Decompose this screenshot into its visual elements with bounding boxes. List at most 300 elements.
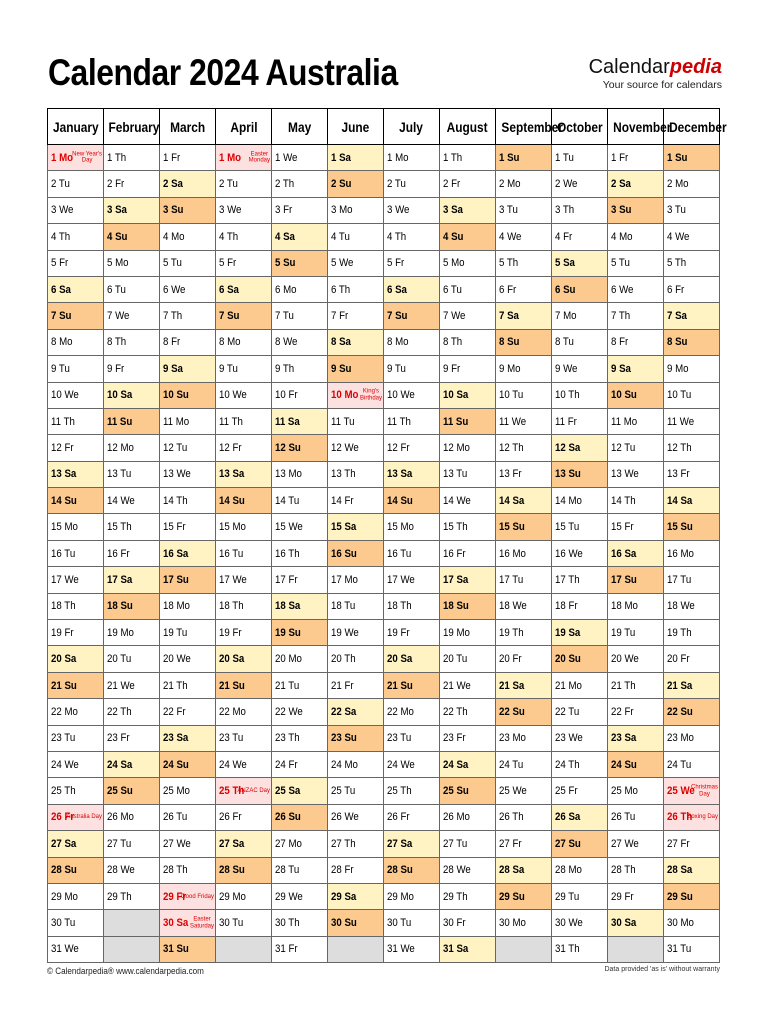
month-name: June <box>341 118 370 135</box>
day-cell <box>216 751 272 777</box>
day-label: 17 We <box>51 573 79 586</box>
day-cell <box>328 382 384 408</box>
day-cell <box>104 804 160 830</box>
day-label: 6 Su <box>555 283 576 296</box>
day-label: 24 Sa <box>443 758 469 771</box>
day-label: 17 Sa <box>443 573 469 586</box>
holiday-label: New Year's Day <box>72 151 102 164</box>
day-cell <box>496 646 552 672</box>
day-label: 22 Fr <box>611 705 634 718</box>
day-label: 2 Mo <box>667 178 689 191</box>
day-row <box>48 356 720 382</box>
month-name: May <box>287 118 312 135</box>
day-cell <box>104 725 160 751</box>
day-row <box>48 804 720 830</box>
day-label: 26 Th <box>499 811 524 824</box>
day-label: 23 Sa <box>163 732 189 745</box>
day-label: 30 We <box>555 917 583 930</box>
day-label: 3 Sa <box>443 204 463 217</box>
day-label: 26 Su <box>275 811 301 824</box>
day-label: 5 Su <box>275 257 296 270</box>
empty-cell <box>216 936 272 962</box>
day-label: 10 Mo <box>331 389 359 402</box>
day-cell <box>384 145 440 171</box>
day-label: 28 Fr <box>331 864 354 877</box>
day-cell <box>440 620 496 646</box>
logo-name-accent: pedia <box>669 56 722 78</box>
day-cell <box>272 435 328 461</box>
day-label: 17 Th <box>555 573 580 586</box>
day-cell <box>216 145 272 171</box>
day-label: 10 Tu <box>499 389 524 402</box>
day-cell <box>160 329 216 355</box>
day-cell <box>48 778 104 804</box>
day-cell <box>440 699 496 725</box>
day-label: 11 Su <box>107 415 133 428</box>
day-label: 7 Sa <box>499 310 519 323</box>
day-cell <box>216 303 272 329</box>
day-label: 26 Sa <box>555 811 581 824</box>
day-cell <box>328 224 384 250</box>
day-row <box>48 171 720 197</box>
day-label: 25 Fr <box>555 785 578 798</box>
day-label: 22 Fr <box>163 705 186 718</box>
day-label: 14 We <box>443 494 471 507</box>
day-label: 18 Fr <box>555 600 578 613</box>
month-header-october <box>552 109 608 145</box>
day-cell <box>328 646 384 672</box>
day-label: 27 Tu <box>443 837 468 850</box>
day-cell <box>48 883 104 909</box>
logo-tagline: Your source for calendars <box>602 79 722 91</box>
day-cell <box>384 250 440 276</box>
day-cell <box>272 461 328 487</box>
day-cell <box>216 435 272 461</box>
day-row <box>48 461 720 487</box>
day-label: 21 Sa <box>667 679 693 692</box>
day-label: 13 Mo <box>275 468 302 481</box>
day-cell <box>384 197 440 223</box>
day-label: 16 Tu <box>51 547 76 560</box>
day-label: 22 Mo <box>219 705 246 718</box>
day-label: 15 Fr <box>611 521 634 534</box>
day-label: 20 Su <box>555 653 581 666</box>
day-label: 4 We <box>667 230 690 243</box>
day-cell <box>216 857 272 883</box>
day-cell <box>384 936 440 962</box>
day-label: 2 Mo <box>499 178 521 191</box>
day-cell <box>272 883 328 909</box>
day-cell <box>216 356 272 382</box>
day-cell <box>328 171 384 197</box>
day-cell <box>608 540 664 566</box>
day-cell <box>552 672 608 698</box>
day-cell <box>272 488 328 514</box>
day-cell <box>328 883 384 909</box>
day-cell <box>440 303 496 329</box>
day-label: 3 Su <box>611 204 632 217</box>
day-cell <box>384 329 440 355</box>
day-cell <box>608 250 664 276</box>
calendarpedia-logo[interactable] <box>589 56 722 91</box>
day-label: 18 Th <box>51 600 76 613</box>
day-label: 3 Sa <box>107 204 127 217</box>
day-label: 1 Su <box>499 151 520 164</box>
day-label: 12 Tu <box>163 441 188 454</box>
day-label: 1 Th <box>107 151 127 164</box>
day-label: 11 Mo <box>611 415 638 428</box>
day-cell <box>216 171 272 197</box>
day-cell <box>160 488 216 514</box>
day-cell <box>104 250 160 276</box>
day-label: 11 We <box>499 415 527 428</box>
day-cell <box>608 382 664 408</box>
day-row <box>48 593 720 619</box>
day-cell <box>664 646 720 672</box>
day-cell <box>48 910 104 936</box>
day-row <box>48 408 720 434</box>
day-label: 5 Fr <box>387 257 405 270</box>
day-label: 13 We <box>611 468 639 481</box>
day-label: 29 Th <box>443 890 468 903</box>
day-cell <box>664 620 720 646</box>
day-label: 4 Th <box>387 230 407 243</box>
day-cell <box>48 145 104 171</box>
day-cell <box>496 620 552 646</box>
day-label: 10 Su <box>611 389 637 402</box>
day-cell <box>496 778 552 804</box>
day-label: 3 We <box>219 204 242 217</box>
day-label: 3 Tu <box>499 204 518 217</box>
day-label: 30 Tu <box>387 917 412 930</box>
day-label: 20 Mo <box>275 653 302 666</box>
day-cell <box>440 936 496 962</box>
day-label: 26 Fr <box>219 811 242 824</box>
day-cell <box>664 831 720 857</box>
day-cell <box>48 250 104 276</box>
day-label: 5 Fr <box>219 257 237 270</box>
day-cell <box>272 540 328 566</box>
day-label: 6 Tu <box>443 283 462 296</box>
day-cell <box>384 171 440 197</box>
day-cell <box>496 883 552 909</box>
day-label: 31 Sa <box>443 943 469 956</box>
day-label: 26 Mo <box>107 811 134 824</box>
day-cell <box>664 382 720 408</box>
day-cell <box>608 910 664 936</box>
day-cell <box>552 910 608 936</box>
day-label: 25 Mo <box>163 785 190 798</box>
day-cell <box>440 224 496 250</box>
day-cell <box>384 672 440 698</box>
day-cell <box>440 145 496 171</box>
day-label: 1 Fr <box>611 151 629 164</box>
day-label: 25 We <box>499 785 527 798</box>
day-cell <box>48 699 104 725</box>
day-cell <box>552 620 608 646</box>
day-cell <box>328 804 384 830</box>
day-cell <box>104 197 160 223</box>
day-cell <box>48 804 104 830</box>
day-cell <box>384 883 440 909</box>
day-cell <box>48 276 104 302</box>
day-label: 26 Tu <box>163 811 188 824</box>
day-label: 24 Fr <box>275 758 298 771</box>
day-cell <box>664 461 720 487</box>
day-cell <box>496 910 552 936</box>
day-label: 22 Th <box>443 705 468 718</box>
day-label: 29 Fr <box>611 890 634 903</box>
day-label: 3 Mo <box>331 204 353 217</box>
day-label: 8 Mo <box>219 336 241 349</box>
day-cell <box>216 725 272 751</box>
day-label: 27 We <box>611 837 639 850</box>
day-label: 7 We <box>107 310 130 323</box>
day-cell <box>328 725 384 751</box>
day-label: 19 Mo <box>443 626 470 639</box>
day-label: 12 Fr <box>387 441 410 454</box>
day-cell <box>272 408 328 434</box>
day-cell <box>104 171 160 197</box>
day-cell <box>48 540 104 566</box>
day-label: 20 Th <box>331 653 356 666</box>
empty-cell <box>608 936 664 962</box>
day-label: 15 Su <box>499 521 525 534</box>
day-label: 24 We <box>219 758 247 771</box>
day-cell <box>384 699 440 725</box>
month-header-september <box>496 109 563 145</box>
day-label: 5 We <box>331 257 354 270</box>
day-label: 9 Tu <box>219 362 238 375</box>
day-label: 2 Tu <box>387 178 406 191</box>
day-label: 8 Fr <box>163 336 181 349</box>
day-cell <box>496 857 552 883</box>
day-label: 17 Tu <box>499 573 524 586</box>
day-cell <box>160 857 216 883</box>
day-cell <box>608 725 664 751</box>
day-row <box>48 514 720 540</box>
day-cell <box>328 197 384 223</box>
day-label: 31 Fr <box>275 943 298 956</box>
month-header-row <box>48 109 720 145</box>
day-cell <box>104 857 160 883</box>
day-label: 22 Mo <box>387 705 414 718</box>
day-label: 28 Th <box>611 864 636 877</box>
day-cell <box>608 672 664 698</box>
day-cell <box>272 382 328 408</box>
day-label: 13 Sa <box>387 468 413 481</box>
day-cell <box>496 250 552 276</box>
day-cell <box>552 540 608 566</box>
day-cell <box>664 567 720 593</box>
month-name: February <box>108 118 160 135</box>
day-label: 4 Th <box>51 230 71 243</box>
day-label: 8 Th <box>107 336 127 349</box>
day-cell <box>48 171 104 197</box>
day-label: 29 Su <box>667 890 693 903</box>
day-label: 16 Sa <box>611 547 637 560</box>
day-label: 20 We <box>163 653 191 666</box>
day-cell <box>160 646 216 672</box>
day-label: 1 Mo <box>387 151 409 164</box>
day-label: 16 Fr <box>107 547 130 560</box>
day-cell <box>552 514 608 540</box>
day-label: 21 Fr <box>331 679 354 692</box>
day-label: 14 Su <box>387 494 413 507</box>
day-label: 24 Su <box>611 758 637 771</box>
day-cell <box>272 672 328 698</box>
month-name: August <box>447 118 488 135</box>
day-label: 6 Sa <box>219 283 239 296</box>
day-cell <box>328 778 384 804</box>
day-label: 4 Tu <box>331 230 350 243</box>
day-cell <box>160 567 216 593</box>
day-cell <box>328 857 384 883</box>
day-label: 1 Mo <box>219 151 242 164</box>
day-label: 4 Su <box>107 230 128 243</box>
day-cell <box>552 593 608 619</box>
day-cell <box>328 461 384 487</box>
day-cell <box>48 197 104 223</box>
day-cell <box>608 408 664 434</box>
day-cell <box>440 751 496 777</box>
day-cell <box>48 831 104 857</box>
day-label: 18 Su <box>443 600 469 613</box>
day-row <box>48 910 720 936</box>
day-label: 4 Th <box>219 230 239 243</box>
day-cell <box>272 699 328 725</box>
day-cell <box>552 224 608 250</box>
day-cell <box>664 699 720 725</box>
day-cell <box>608 171 664 197</box>
day-label: 2 Tu <box>51 178 70 191</box>
day-cell <box>608 804 664 830</box>
day-label: 7 Sa <box>667 310 687 323</box>
day-label: 29 Th <box>107 890 132 903</box>
day-cell <box>160 910 216 936</box>
day-cell <box>272 751 328 777</box>
day-label: 15 We <box>275 521 303 534</box>
holiday-label: King's Birthday <box>359 388 382 402</box>
day-cell <box>216 567 272 593</box>
day-cell <box>664 857 720 883</box>
day-label: 8 Th <box>443 336 463 349</box>
day-cell <box>328 593 384 619</box>
day-label: 1 Sa <box>331 151 351 164</box>
footer-copyright[interactable]: © Calendarpedia® www.calendarpedia.com <box>47 966 204 976</box>
day-label: 23 Mo <box>499 732 526 745</box>
day-cell <box>552 197 608 223</box>
day-label: 6 Tu <box>107 283 126 296</box>
day-label: 24 Mo <box>331 758 358 771</box>
day-label: 15 Mo <box>51 521 78 534</box>
day-cell <box>496 593 552 619</box>
day-cell <box>272 303 328 329</box>
day-cell <box>664 778 720 804</box>
day-cell <box>104 831 160 857</box>
day-cell <box>440 356 496 382</box>
day-cell <box>664 171 720 197</box>
day-cell <box>384 804 440 830</box>
day-label: 12 Sa <box>555 441 581 454</box>
day-cell <box>384 488 440 514</box>
day-cell <box>496 831 552 857</box>
day-label: 13 Tu <box>443 468 468 481</box>
day-cell <box>664 936 720 962</box>
day-cell <box>216 672 272 698</box>
day-cell <box>384 910 440 936</box>
month-name: November <box>613 118 672 135</box>
day-cell <box>272 356 328 382</box>
day-label: 28 We <box>443 864 471 877</box>
day-label: 19 Fr <box>51 626 74 639</box>
day-cell <box>552 567 608 593</box>
day-row <box>48 751 720 777</box>
day-cell <box>664 540 720 566</box>
holiday-label: ANZAC Day <box>237 787 270 794</box>
day-row <box>48 145 720 171</box>
day-cell <box>160 224 216 250</box>
day-row <box>48 725 720 751</box>
day-label: 17 Su <box>611 573 637 586</box>
day-label: 18 Su <box>107 600 133 613</box>
month-name: April <box>229 118 258 135</box>
day-label: 13 Tu <box>107 468 132 481</box>
day-cell <box>104 883 160 909</box>
day-label: 10 Sa <box>107 389 133 402</box>
day-cell <box>48 329 104 355</box>
day-cell <box>104 461 160 487</box>
day-label: 18 Tu <box>331 600 356 613</box>
day-label: 7 Su <box>219 310 240 323</box>
day-cell <box>440 408 496 434</box>
day-cell <box>104 751 160 777</box>
day-label: 9 Mo <box>499 362 521 375</box>
day-label: 25 We <box>667 785 695 798</box>
day-label: 30 Su <box>331 917 357 930</box>
day-row <box>48 778 720 804</box>
month-name: March <box>169 118 206 135</box>
day-cell <box>608 646 664 672</box>
day-label: 5 Mo <box>443 257 465 270</box>
day-label: 28 Su <box>51 864 77 877</box>
day-label: 3 We <box>387 204 410 217</box>
day-cell <box>104 567 160 593</box>
day-cell <box>608 831 664 857</box>
day-cell <box>496 540 552 566</box>
day-label: 8 Fr <box>611 336 629 349</box>
day-cell <box>384 514 440 540</box>
day-cell <box>440 672 496 698</box>
day-cell <box>608 303 664 329</box>
day-label: 12 Fr <box>219 441 242 454</box>
day-label: 27 We <box>163 837 191 850</box>
day-cell <box>160 461 216 487</box>
day-cell <box>272 514 328 540</box>
day-label: 7 Th <box>611 310 631 323</box>
day-label: 21 We <box>107 679 135 692</box>
day-cell <box>104 672 160 698</box>
day-label: 21 Th <box>611 679 636 692</box>
day-cell <box>384 224 440 250</box>
day-cell <box>384 751 440 777</box>
day-cell <box>384 646 440 672</box>
day-label: 18 We <box>499 600 527 613</box>
day-cell <box>216 699 272 725</box>
day-label: 13 Sa <box>219 468 245 481</box>
day-row <box>48 382 720 408</box>
month-name: December <box>669 118 727 135</box>
